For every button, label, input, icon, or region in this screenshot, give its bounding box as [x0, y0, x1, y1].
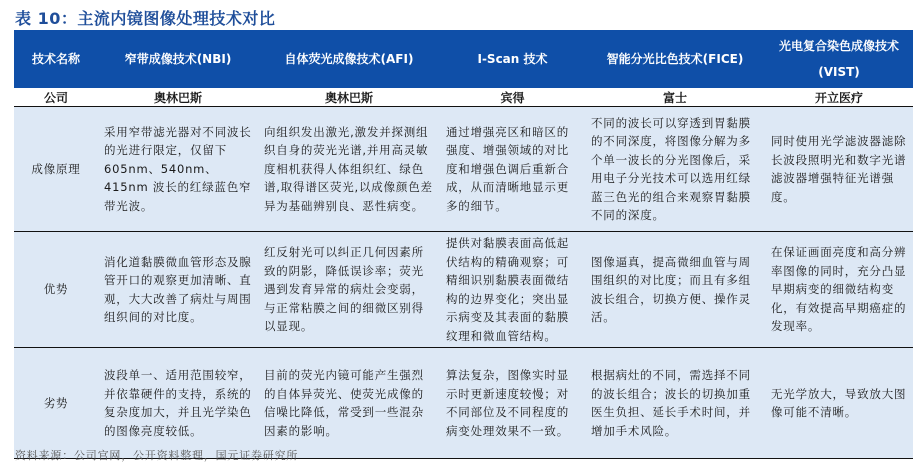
- header-afi: 自体荧光成像技术(AFI): [258, 30, 440, 88]
- table-cell: 在保证画面亮度和高分辨率图像的同时，充分凸显早期病变的细微结构变化，有效提高早期癌症的发现率。: [765, 232, 913, 348]
- header-iscan: I-Scan 技术: [440, 30, 585, 88]
- table-cell: 红反射光可以纠正几何因素所致的阴影，降低误诊率；荧光遇到发育异常的病灶会变弱，与正常粘膜之间的细微区别得以显现。: [258, 232, 440, 348]
- company-fice: 富士: [585, 88, 765, 107]
- table-cell: 通过增强亮区和暗区的强度、增强领域的对比度和增强色调后重新合成，从而清晰地显示更多的细节。: [440, 107, 585, 232]
- company-label: 公司: [14, 88, 98, 107]
- header-vist: 光电复合染色成像技术(VIST): [765, 30, 913, 88]
- table-title: 表 10：主流内镜图像处理技术对比: [15, 9, 276, 28]
- company-nbi: 奥林巴斯: [98, 88, 258, 107]
- row-label: 劣势: [14, 348, 98, 459]
- table-cell: 向组织发出激光,激发并探测组织自身的荧光光谱,并用高灵敏度相机获得人体组织红、绿色谱,取得谱区荧光,以成像颜色差异为基础辨别良、恶性病变。: [258, 107, 440, 232]
- table-cell: 不同的波长可以穿透到胃黏膜的不同深度，将图像分解为多个单一波长的分光图像后，采用电子分光技术可以选用红绿蓝三色光的组合来观察胃黏膜不同的深度。: [585, 107, 765, 232]
- company-iscan: 宾得: [440, 88, 585, 107]
- comparison-table: [14, 30, 913, 459]
- header-tech-name: 技术名称: [14, 30, 98, 88]
- table-cell: 消化道黏膜微血管形态及腺管开口的观察更加清晰、直观，大大改善了病灶与周围组织间的对比度。: [98, 232, 258, 348]
- table-cell: 图像逼真，提高微细血管与周围组织的对比度；而且有多组波长组合，切换方便、操作灵活。: [585, 232, 765, 348]
- header-nbi: 窄带成像技术(NBI): [98, 30, 258, 88]
- header-row: [14, 30, 913, 88]
- company-vist: 开立医疗: [765, 88, 913, 107]
- table-cell: 提供对黏膜表面高低起伏结构的精确观察；可精细识别黏膜表面微结构的边界变化；突出显示病变及其表面的黏膜纹理和微血管结构。: [440, 232, 585, 348]
- company-row: [14, 88, 913, 107]
- table-cell: 目前的荧光内镜可能产生强烈的自体异荧光、使荧光成像的信噪比降低，常受到一些混杂因素的影响。: [258, 348, 440, 459]
- table-cell: 无光学放大，导致放大图像可能不清晰。: [765, 348, 913, 459]
- table-row-principle: [14, 107, 913, 232]
- table-cell: 算法复杂，图像实时显示时更新速度较慢；对不同部位及不同程度的病变处理效果不一致。: [440, 348, 585, 459]
- header-fice: 智能分光比色技术(FICE): [585, 30, 765, 88]
- table-cell: 采用窄带滤光器对不同波长的光进行限定，仅留下 605nm、540nm、415nm 波长的红绿蓝色窄带光波。: [98, 107, 258, 232]
- table-cell: 同时使用光学滤波器滤除长波段照明光和数字光谱滤波器增强特征光谱强度。: [765, 107, 913, 232]
- table-row-disadvantages: [14, 348, 913, 459]
- table-cell: 根据病灶的不同，需选择不同的波长组合；波长的切换加重医生负担、延长手术时间，并增加手术风险。: [585, 348, 765, 459]
- table-row-advantages: [14, 232, 913, 348]
- table-cell: 波段单一、适用范围较窄，并依靠硬件的支持，系统的复杂度加大，并且光学染色的图像亮度较低。: [98, 348, 258, 459]
- company-afi: 奥林巴斯: [258, 88, 440, 107]
- row-label: 成像原理: [14, 107, 98, 232]
- source-note: 资料来源：公司官网，公开资料整理，国元证券研究所: [15, 449, 299, 462]
- row-label: 优势: [14, 232, 98, 348]
